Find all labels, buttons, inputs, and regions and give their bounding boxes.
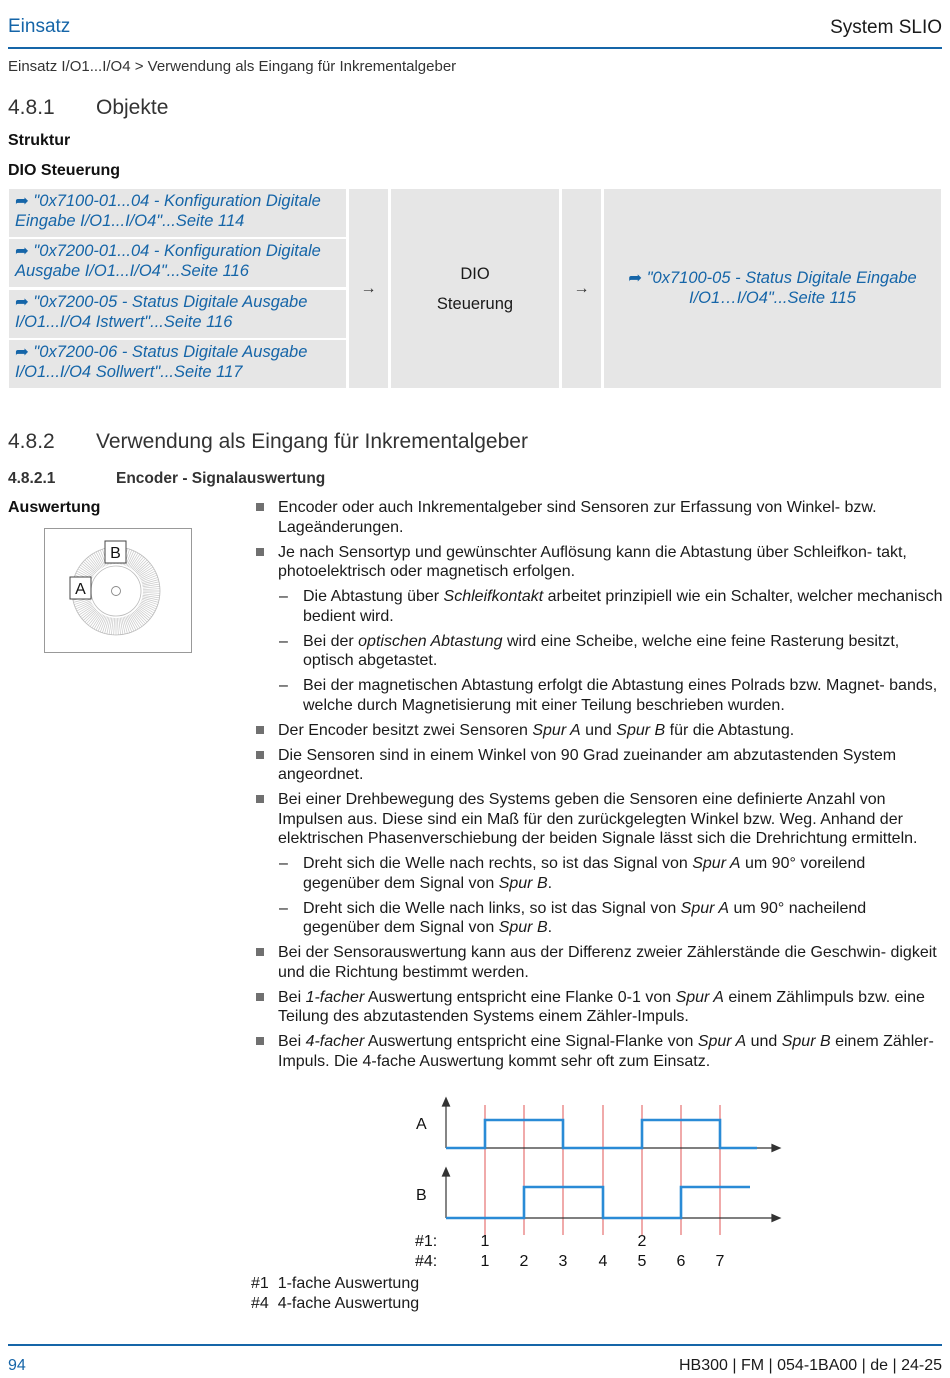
footnote-key: #1: [251, 1275, 269, 1292]
bullet-text: Bei der: [303, 632, 359, 650]
bullet-list: [256, 498, 946, 1077]
bullet-text: Dreht sich die Welle nach links, so ist das Signal von: [303, 899, 681, 917]
emphasis-text: Spur B: [781, 1033, 831, 1050]
bullet-text: Bei: [278, 988, 306, 1006]
bullet-item: [256, 721, 946, 741]
bullet-text: wird eine Scheibe, welche eine feine Rasterung besitzt, optisch abgetastet.: [303, 632, 900, 669]
bullet-text: um 90° voreilend gegenüber dem Signal von: [303, 855, 866, 892]
bullet-text: um 90° nacheilend gegenüber dem Signal von: [303, 899, 867, 936]
trace-a-label: A: [416, 1116, 427, 1133]
arrow-cell-right: [562, 189, 601, 388]
output-link-cell[interactable]: [604, 189, 941, 388]
bullet-text: Die Abtastung über: [303, 588, 444, 605]
count-4fach-value: 7: [715, 1253, 725, 1270]
bullet-text: einem Zählimpuls bzw. eine Teilung des abzutastenden Systems einem Zähler-Impuls.: [278, 988, 925, 1025]
footnotes: [251, 1274, 419, 1314]
footnote-text: 1-fache Auswertung: [277, 1275, 420, 1292]
encoder-figure: [44, 528, 192, 653]
section-482-title: Verwendung als Eingang für Inkrementalgeber: [96, 430, 528, 453]
footer-rule: [8, 1344, 942, 1346]
emphasis-text: 1-facher: [305, 988, 365, 1006]
count-4fach-value: 6: [676, 1253, 686, 1270]
row-1fach-values: [481, 1233, 647, 1250]
page-number: 94: [8, 1357, 26, 1374]
section-481-title: Objekte: [96, 96, 169, 119]
dash-marker: –: [279, 588, 288, 605]
input-link-cell[interactable]: [9, 189, 346, 237]
bullet-item: [256, 543, 946, 582]
breadcrumb: Einsatz I/O1...I/O4 > Verwendung als Eingang für Inkrementalgeber: [8, 58, 457, 75]
link-7200-konfig-ausgabe-line1[interactable]: ➦ "0x7200-01...04 - Konfiguration Digitale: [15, 242, 321, 260]
bullet-text: Die Sensoren sind in einem Winkel von 90 Grad zueinander am abzutastenden System angeordnet.: [278, 746, 897, 783]
count-4fach-value: 2: [519, 1253, 529, 1270]
dash-marker: –: [279, 632, 288, 650]
arrow-cell-left: [349, 189, 388, 388]
footnote-text: 4-fache Auswertung: [277, 1295, 420, 1312]
emphasis-text: Spur A: [692, 855, 741, 872]
sub-bullet-item: [256, 854, 946, 893]
bullet-text: arbeitet prinzipiell wie ein Schalter, welcher mechanisch bedient wird.: [303, 588, 943, 625]
timing-diagram: [405, 1095, 795, 1275]
emphasis-text: Spur A: [675, 988, 724, 1006]
count-1fach-value: 2: [637, 1233, 647, 1250]
count-4fach-value: 1: [480, 1253, 490, 1270]
arrow-right-icon: →: [360, 279, 377, 297]
footnote-4fach: [251, 1294, 419, 1314]
dash-marker: –: [279, 899, 288, 917]
bullet-text: einem Zähler-Impuls. Die 4-fache Auswertung kommt sehr oft zum Einsatz.: [278, 1033, 934, 1070]
encoder-shaft: [112, 587, 121, 596]
link-7200-06-sollwert-line2[interactable]: I/O1...I/O4 Sollwert"...Seite 117: [15, 362, 243, 381]
dio-steuerung-label: DIO Steuerung: [8, 162, 121, 179]
bullet-item: [256, 746, 946, 785]
emphasis-text: Spur B: [498, 874, 548, 892]
emphasis-text: Spur A: [532, 721, 581, 739]
emphasis-text: Spur A: [680, 899, 729, 917]
link-7100-05-status-eingabe-line2[interactable]: I/O1…I/O4"...Seite 115: [689, 288, 856, 307]
sensor-b-label: B: [110, 545, 121, 562]
header-chapter: Einsatz: [8, 16, 71, 37]
row-1fach-label: #1:: [415, 1233, 438, 1250]
bullet-text: und: [580, 721, 617, 739]
emphasis-text: Spur B: [616, 721, 666, 739]
dio-center-line2: Steuerung: [436, 294, 514, 313]
footnote-key: #4: [251, 1295, 269, 1312]
footnote-1fach: [251, 1274, 419, 1294]
emphasis-text: Schleifkontakt: [443, 588, 544, 605]
bullet-text: Bei der magnetischen Abtastung erfolgt die Abtastung eines Polrads bzw. Magnet- bands, welche durch Magnetisierung mit einer Teilung beschrieben wurden.: [303, 677, 938, 714]
bullet-text: Auswertung entspricht eine Flanke 0-1 von: [364, 988, 676, 1006]
section-481-number: 4.8.1: [8, 96, 55, 119]
input-link-cell[interactable]: [9, 239, 346, 287]
count-1fach-value: 1: [480, 1233, 490, 1250]
bullet-text: und: [746, 1033, 782, 1050]
dio-center-line1: DIO: [460, 264, 490, 283]
bullet-text: Bei einer Drehbewegung des Systems geben die Sensoren eine definierte Anzahl von Impulsen aus. Diese sind ein Maß für den zurückgelegten Winkel bzw. Weg. Anhand der elektrischen Phasenverschiebung der beiden Signale lässt sich die Drehrichtung ermitteln.: [278, 791, 918, 847]
sub-bullet-item: [256, 587, 946, 626]
sub-bullet-item: [256, 899, 946, 938]
struktur-label: Struktur: [8, 132, 71, 149]
count-4fach-value: 3: [558, 1253, 568, 1270]
dio-steuerung-cell: [391, 189, 559, 388]
signal-spur-b: [446, 1187, 750, 1218]
bullet-text: für die Abtastung.: [665, 721, 795, 739]
bullet-item: [256, 988, 946, 1027]
bullet-item: [256, 498, 946, 537]
row-4fach-values: [481, 1253, 725, 1270]
emphasis-text: Spur B: [498, 919, 548, 936]
bullet-text: .: [547, 874, 553, 892]
row-4fach-label: #4:: [415, 1253, 438, 1270]
header-product: System SLIO: [830, 17, 942, 38]
link-7200-06-sollwert-line1[interactable]: ➦ "0x7200-06 - Status Digitale Ausgabe: [15, 343, 308, 361]
bullet-text: Bei der Sensorauswertung kann aus der Differenz zweier Zählerstände die Geschwin- digkeit und die Richtung bestimmt werden.: [278, 944, 937, 981]
link-7200-konfig-ausgabe-line2[interactable]: Ausgabe I/O1...I/O4"...Seite 116: [15, 261, 249, 280]
document-id: HB300 | FM | 054-1BA00 | de | 24-25: [679, 1357, 942, 1374]
bullet-text: Auswertung entspricht eine Signal-Flanke von: [364, 1033, 698, 1050]
bullet-text: Dreht sich die Welle nach rechts, so ist das Signal von: [303, 855, 693, 872]
bullet-item: [256, 790, 946, 849]
link-7100-konfig-eingabe-line1[interactable]: ➦ "0x7100-01...04 - Konfiguration Digitale: [15, 192, 321, 210]
input-link-cell[interactable]: [9, 290, 346, 338]
trace-b-label: B: [416, 1187, 427, 1204]
sub-bullet-item: [256, 676, 946, 715]
sub-bullet-item: [256, 632, 946, 671]
bullet-text: Encoder oder auch Inkrementalgeber sind Sensoren zur Erfassung von Winkel- bzw. Lageänderungen.: [278, 499, 877, 536]
section-482-number: 4.8.2: [8, 430, 55, 453]
section-4821-number: 4.8.2.1: [8, 470, 56, 487]
bullet-text: Bei: [278, 1033, 306, 1050]
count-4fach-value: 4: [598, 1253, 608, 1270]
bullet-item: [256, 943, 946, 982]
emphasis-text: optischen Abtastung: [358, 632, 503, 650]
bullet-item: [256, 1032, 946, 1071]
dash-marker: –: [279, 855, 288, 872]
link-7100-05-status-eingabe-line1[interactable]: ➦ "0x7100-05 - Status Digitale Eingabe: [628, 269, 917, 287]
bullet-text: Der Encoder besitzt zwei Sensoren: [278, 721, 533, 739]
count-4fach-value: 5: [637, 1253, 647, 1270]
header-rule: [8, 47, 942, 49]
encoder-disc-diagram: [44, 528, 192, 653]
bullet-text: .: [547, 919, 553, 936]
link-7200-05-istwert-line1[interactable]: ➦ "0x7200-05 - Status Digitale Ausgabe: [15, 293, 308, 311]
emphasis-text: 4-facher: [305, 1033, 365, 1050]
section-4821-title: Encoder - Signalauswertung: [116, 470, 326, 487]
arrow-right-icon: →: [573, 279, 590, 297]
input-link-cell[interactable]: [9, 340, 346, 388]
sensor-a-label: A: [75, 581, 86, 598]
signal-spur-a: [446, 1120, 757, 1148]
link-7100-konfig-eingabe-line2[interactable]: Eingabe I/O1...I/O4"...Seite 114: [15, 211, 245, 230]
dash-marker: –: [279, 677, 288, 694]
link-7200-05-istwert-line2[interactable]: I/O1...I/O4 Istwert"...Seite 116: [15, 312, 233, 331]
auswertung-label: Auswertung: [8, 499, 101, 516]
bullet-text: Je nach Sensortyp und gewünschter Auflösung kann die Abtastung über Schleifkon- takt, photoelektrisch oder magnetisch erfolgen.: [278, 543, 907, 580]
timing-axes: [443, 1098, 781, 1222]
emphasis-text: Spur A: [697, 1033, 747, 1050]
